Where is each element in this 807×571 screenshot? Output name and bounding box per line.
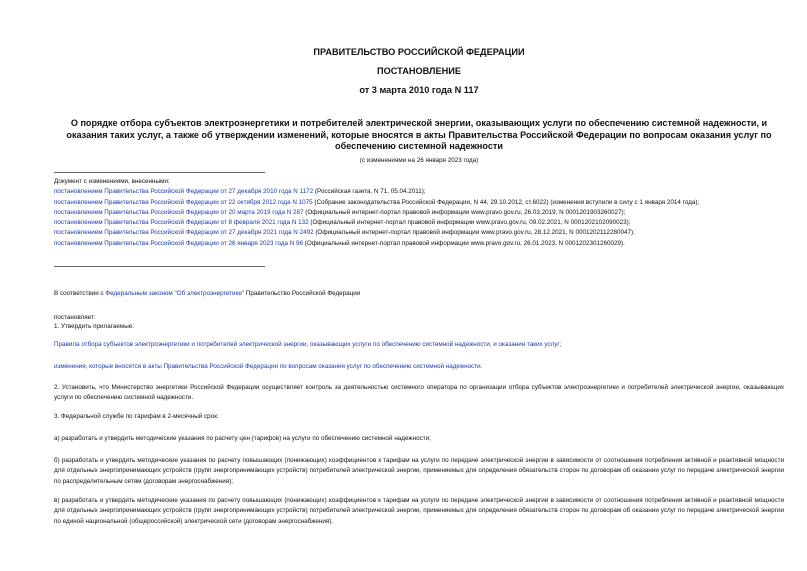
paragraph-3a: а) разработать и утвердить методические указания по расчету цен (тарифов) на услуги по обеспечению системной надежности; — [54, 435, 431, 442]
amendment-link[interactable]: постановлением Правительства Российской Федерации от 20 марта 2019 года N 287 — [54, 208, 304, 216]
amendment-source: (Официальный интернет-портал правовой информации www.pravo.gov.ru, 26.03.2019, N 0001201903260027); — [303, 208, 626, 216]
preamble — [54, 289, 784, 299]
paragraph-3c: в) разработать и утвердить методические указания по расчету повышающих (понижающих) коэффициентов к тарифам на услуги по передаче электрической энергии в зависимости от соотношения потребления активной и реактивной мощности для отдельных энергопринимающих устройств (групп энергопринимающих устройств) потребителей электрической энергии, применяемых для определения обязательств сторон по договорам об оказании услуг по передаче электрической энергии по единой национальной (общероссийской) электрической сети (договорам энергоснабжения). — [54, 497, 784, 525]
federal-law-link[interactable]: Федеральным законом "Об электроэнергетике" — [105, 290, 245, 297]
list-item — [54, 218, 784, 228]
amendment-note: (с изменениями на 26 января 2023 года) — [359, 157, 479, 164]
preamble-text-end: Правительство Российской Федерации — [244, 290, 361, 297]
amendment-source: (Российская газета, N 71, 05.04.2011); — [313, 188, 426, 196]
paragraph-3b: б) разработать и утвердить методические указания по расчету повышающих (понижающих) коэффициентов к тарифам на услуги по передаче электрической энергии в зависимости от соотношения потребления активной и реактивной мощности для отдельных энергопринимающих устройств (групп энергопринимающих устройств) потребителей электрической энергии, применяемых для определения обязательств сторон по договорам об оказании услуг по передаче электрической энергии по распределительным сетям (договорам энергоснабжения); — [54, 457, 784, 485]
amendment-source: (Официальный интернет-портал правовой информации www.pravo.gov.ru, 28.12.2021, N 0001202112280047); — [313, 229, 635, 237]
changes-list — [54, 177, 784, 249]
list-item — [54, 228, 784, 238]
document-date-number: от 3 марта 2010 года N 117 — [359, 85, 479, 95]
divider-top — [54, 172, 265, 173]
amendment-link[interactable]: постановлением Правительства Российской Федерации от 8 февраля 2021 года N 132 — [54, 219, 309, 227]
resolves-text: постановляет: — [54, 314, 96, 321]
list-item — [54, 187, 784, 197]
amendment-source: (Официальный интернет-портал правовой информации www.pravo.gov.ru, 09.02.2021, N 0001202102090023); — [308, 219, 631, 227]
document-type: ПОСТАНОВЛЕНИЕ — [377, 66, 461, 76]
changes-link[interactable]: изменения, которые вносятся в акты Правительства Российской Федерации по вопросам оказания услуг по обеспечению системной надежности. — [54, 363, 483, 370]
list-item — [54, 198, 784, 208]
paragraph-1: 1. Утвердить прилагаемые: — [54, 323, 134, 330]
list-item — [54, 208, 784, 218]
changes-link-paragraph — [54, 362, 784, 372]
amendment-link[interactable]: постановлением Правительства Российской Федерации от 26 января 2023 года N 96 — [54, 239, 304, 247]
amendment-link[interactable]: постановлением Правительства Российской Федерации от 22 октября 2012 года N 1075 — [54, 198, 313, 206]
amendment-link[interactable]: постановлением Правительства Российской Федерации от 27 декабря 2010 года N 1172 — [54, 188, 314, 196]
amendment-source: (Собрание законодательства Российской Федерации, N 44, 29.10.2012, ст.6022) (изменения вступили в силу с 1 января 2014 года); — [312, 198, 700, 206]
document-title: О порядке отбора субъектов электроэнергетики и потребителей электрической энергии, оказывающих услуги по обеспечению системной надежности, и оказания таких услуг, а также об утверждении изменений, которые вносятся в акты Правительства Российской Федерации по вопросам оказания услуг по обеспечению системной надежности — [66, 118, 772, 151]
paragraph-2: 2. Установить, что Министерство энергетики Российской Федерации осуществляет контроль за деятельностью системного оператора по организации отбора субъектов электроэнергетики и потребителей электрической энергии, оказывающих услуги по обеспечению системной надежности. — [54, 384, 784, 402]
amendment-source: (Официальный интернет-портал правовой информации www.pravo.gov.ru, 26.01.2023, N 0001202301260029). — [303, 239, 625, 247]
government-heading: ПРАВИТЕЛЬСТВО РОССИЙСКОЙ ФЕДЕРАЦИИ — [313, 47, 525, 57]
divider-bottom — [54, 266, 265, 267]
list-item — [54, 239, 784, 249]
changes-intro: Документ с изменениями, внесенными: — [54, 178, 170, 185]
preamble-text: В соответствии с — [54, 290, 106, 297]
amendment-link[interactable]: постановлением Правительства Российской Федерации от 27 декабря 2021 года N 2492 — [54, 229, 314, 237]
rules-link-paragraph — [54, 340, 784, 350]
rules-link[interactable]: Правила отбора субъектов электроэнергетики и потребителей электрической энергии, оказывающих услуги по обеспечению системной надежности, и оказания таких услуг; — [54, 341, 562, 348]
paragraph-3: 3. Федеральной службе по тарифам в 2-месячный срок: — [54, 413, 219, 420]
